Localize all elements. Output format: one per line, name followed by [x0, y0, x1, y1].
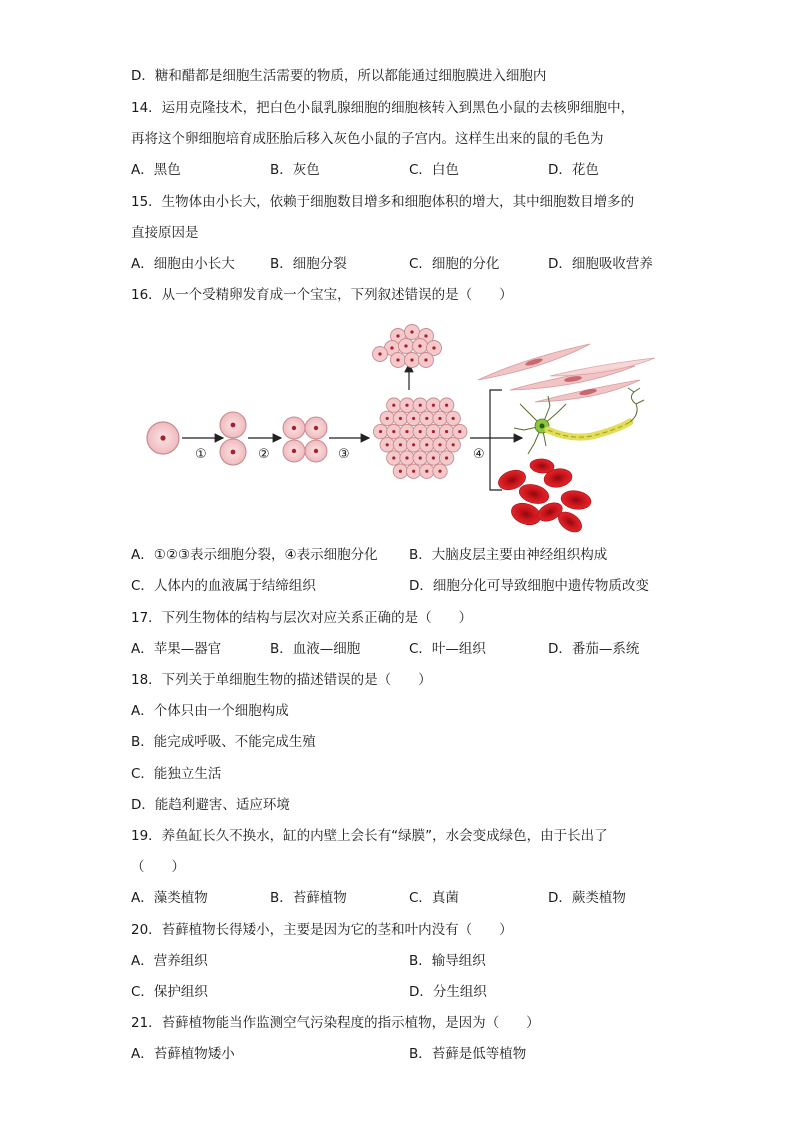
q20-option-d: D．分生组织: [409, 984, 487, 1000]
mass-cell-nucleus: [432, 456, 435, 459]
mass-cell-nucleus: [379, 430, 382, 433]
cluster-cell-nucleus: [424, 358, 427, 361]
q19-stem-line2: （ ）: [131, 859, 185, 875]
mass-cell-nucleus: [399, 443, 402, 446]
cluster-cell-nucleus: [410, 358, 413, 361]
q15-option-a: A．细胞由小长大: [131, 256, 235, 272]
top-cell-cluster: [373, 325, 442, 368]
mass-cell-nucleus: [386, 417, 389, 420]
label-step-3: ③: [338, 447, 350, 462]
q19-option-b: B．苔藓植物: [270, 890, 347, 906]
q21-option-a: A．苔藓植物矮小: [131, 1046, 235, 1062]
mass-cell-nucleus: [412, 443, 415, 446]
mass-cell-nucleus: [458, 430, 461, 433]
mass-cell-nucleus: [392, 430, 395, 433]
mass-cell-nucleus: [405, 430, 408, 433]
mass-cell-nucleus: [412, 470, 415, 473]
two-cell-stage: [220, 412, 246, 465]
q15-stem-line2: 直接原因是: [131, 225, 199, 241]
q20-stem: 20．苔藓植物长得矮小，主要是因为它的茎和叶内没有（ ）: [131, 922, 513, 938]
cluster-cell-nucleus: [404, 344, 407, 347]
q14-option-a: A．黑色: [131, 162, 181, 178]
q20-option-a: A．营养组织: [131, 953, 208, 969]
q20-option-b: B．输导组织: [409, 953, 486, 969]
cluster-cell-nucleus: [396, 358, 399, 361]
q17-option-d: D．番茄—系统: [548, 641, 640, 657]
zygote-cell: [147, 422, 179, 454]
mass-cell-nucleus: [399, 470, 402, 473]
mass-cell-nucleus: [445, 456, 448, 459]
mass-cell-nucleus: [419, 430, 422, 433]
mass-cell-nucleus: [438, 417, 441, 420]
cluster-cell-nucleus: [396, 334, 399, 337]
mass-cell-nucleus: [386, 443, 389, 446]
q17-option-a: A．苹果—器官: [131, 641, 222, 657]
red-blood-cell: [560, 489, 593, 512]
q21-option-b: B．苔藓是低等植物: [409, 1046, 527, 1062]
q13-option-d: D．糖和醋都是细胞生活需要的物质，所以都能通过细胞膜进入细胞内: [131, 68, 547, 84]
mass-cell-nucleus: [445, 430, 448, 433]
cluster-cell-nucleus: [424, 334, 427, 337]
red-blood-cell: [529, 458, 554, 474]
mass-cell-nucleus: [438, 443, 441, 446]
q15-option-c: C．细胞的分化: [409, 256, 500, 272]
q19-option-a: A．藻类植物: [131, 890, 208, 906]
q18-option-c: C．能独立生活: [131, 766, 222, 782]
q15-stem-line1: 15．生物体由小长大，依赖于细胞数目增多和细胞体积的增大，其中细胞数目增多的: [131, 194, 635, 210]
mass-cell-nucleus: [445, 404, 448, 407]
mass-cell-nucleus: [412, 417, 415, 420]
red-blood-cell: [517, 481, 551, 506]
q14-option-c: C．白色: [409, 162, 459, 178]
cluster-cell-nucleus: [410, 330, 413, 333]
q17-option-b: B．血液—细胞: [270, 641, 361, 657]
q16-option-d: D．细胞分化可导致细胞中遗传物质改变: [409, 578, 649, 594]
mass-cell-nucleus: [425, 470, 428, 473]
cell-mass: [373, 398, 467, 478]
q16-option-a: A．①②③表示细胞分裂，④表示细胞分化: [131, 547, 378, 563]
q19-option-c: C．真菌: [409, 890, 459, 906]
mass-cell-nucleus: [405, 404, 408, 407]
q16-stem: 16．从一个受精卵发育成一个宝宝，下列叙述错误的是（ ）: [131, 287, 513, 303]
label-step-2: ②: [258, 447, 270, 462]
q21-stem: 21．苔藓植物能当作监测空气污染程度的指示植物，是因为（ ）: [131, 1015, 540, 1031]
cluster-cell-nucleus: [390, 346, 393, 349]
q14-stem-line2: 再将这个卵细胞培育成胚胎后移入灰色小鼠的子宫内。这样生出来的鼠的毛色为: [131, 131, 604, 147]
mass-cell-nucleus: [399, 417, 402, 420]
q17-stem: 17．下列生物体的结构与层次对应关系正确的是（ ）: [131, 610, 473, 626]
q14-option-b: B．灰色: [270, 162, 320, 178]
mass-cell-nucleus: [452, 443, 455, 446]
mass-cell-nucleus: [432, 430, 435, 433]
q15-option-d: D．细胞吸收营养: [548, 256, 653, 272]
mass-cell-nucleus: [419, 404, 422, 407]
cell-development-diagram: [130, 318, 670, 533]
q14-option-d: D．花色: [548, 162, 599, 178]
red-blood-cells: [496, 458, 593, 533]
q18-option-b: B．能完成呼吸、不能完成生殖: [131, 734, 316, 750]
mass-cell-nucleus: [392, 456, 395, 459]
mass-cell-nucleus: [425, 417, 428, 420]
mass-cell-nucleus: [438, 470, 441, 473]
q15-option-b: B．细胞分裂: [270, 256, 347, 272]
mass-cell-nucleus: [419, 456, 422, 459]
q16-option-b: B．大脑皮层主要由神经组织构成: [409, 547, 608, 563]
q18-stem: 18．下列关于单细胞生物的描述错误的是（ ）: [131, 672, 432, 688]
muscle-cells: [478, 344, 655, 402]
four-cell-stage: [283, 417, 327, 462]
mass-cell-nucleus: [432, 404, 435, 407]
q19-stem-line1: 19．养鱼缸长久不换水，缸的内壁上会长有“绿膜”，水会变成绿色，由于长出了: [131, 828, 608, 844]
cluster-cell-nucleus: [432, 346, 435, 349]
mass-cell-nucleus: [452, 417, 455, 420]
label-step-1: ①: [195, 447, 207, 462]
mass-cell-nucleus: [405, 456, 408, 459]
cluster-cell-nucleus: [418, 344, 421, 347]
q18-option-d: D．能趋利避害、适应环境: [131, 797, 290, 813]
q20-option-c: C．保护组织: [131, 984, 208, 1000]
q16-option-c: C．人体内的血液属于结缔组织: [131, 578, 316, 594]
label-step-4: ④: [473, 447, 485, 462]
mass-cell-nucleus: [425, 443, 428, 446]
cluster-cell-nucleus: [378, 352, 381, 355]
q18-option-a: A．个体只由一个细胞构成: [131, 703, 289, 719]
tissue-bracket: [490, 390, 502, 490]
q17-option-c: C．叶—组织: [409, 641, 486, 657]
q14-stem-line1: 14．运用克隆技术，把白色小鼠乳腺细胞的细胞核转入到黑色小鼠的去核卵细胞中，: [131, 100, 635, 116]
mass-cell-nucleus: [392, 404, 395, 407]
q19-option-d: D．蕨类植物: [548, 890, 626, 906]
